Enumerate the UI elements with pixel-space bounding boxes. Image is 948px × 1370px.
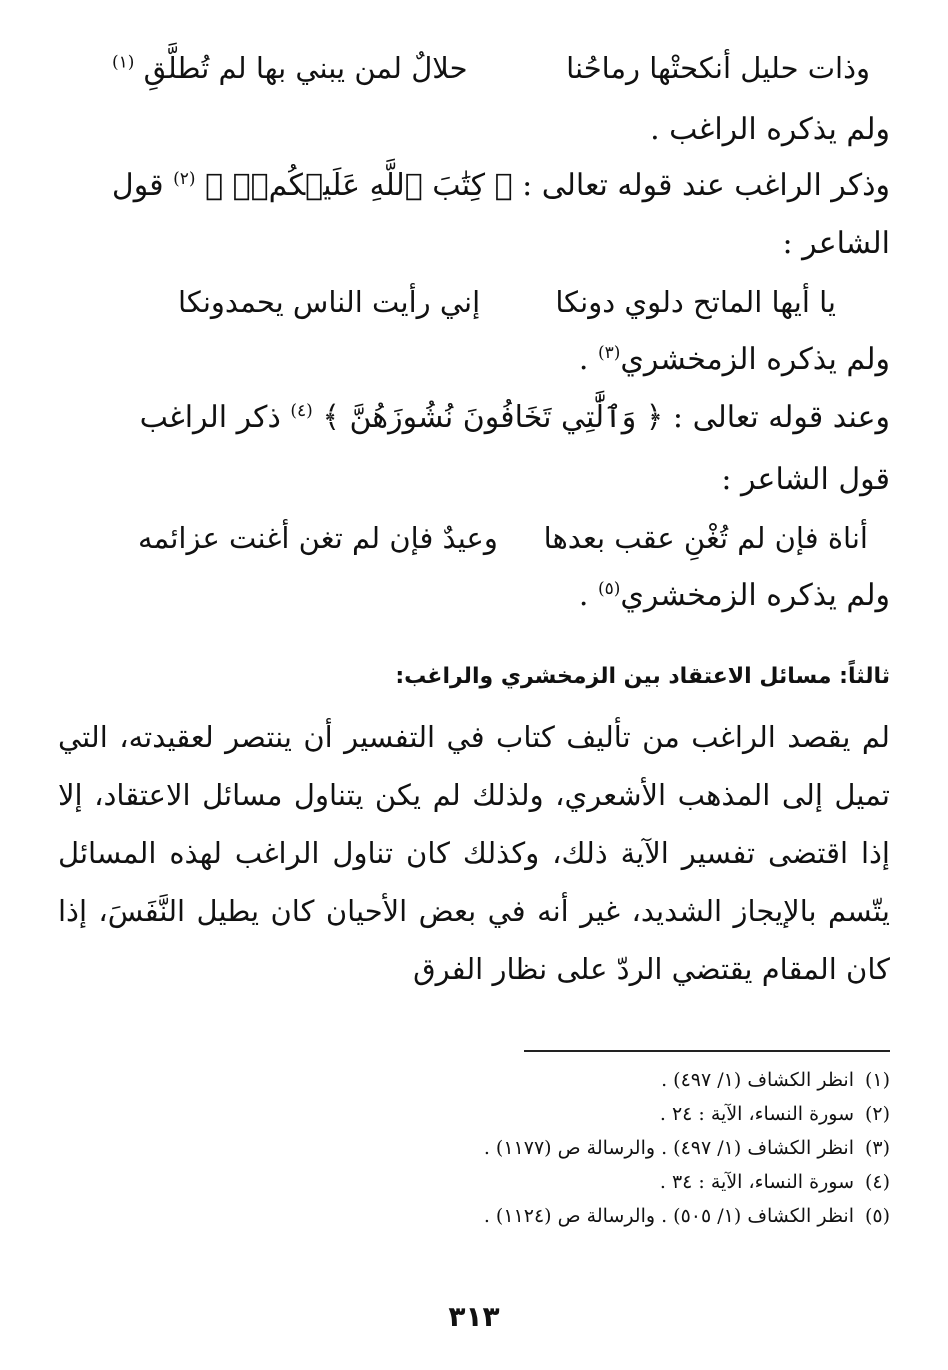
page-number: ٣١٣ bbox=[448, 1300, 500, 1333]
section-heading: ثالثاً: مسائل الاعتقاد بين الزمخشري والراغب: bbox=[395, 664, 890, 689]
text-line-10: ولم يذكره الزمخشري$^{(٥)}$ . bbox=[578, 578, 890, 613]
quran-quote-1: ﴿ كِتَٰبَ ٱللَّهِ عَلَيۡكُمۡۚ ﴾ bbox=[205, 168, 513, 203]
text-line-7: وعند قوله تعالى : ﴿ وَٱلَّٰتِي تَخَافُونَ نُشُوزَهُنَّ ﴾ $^{(٤)}$ ذكر الراغب bbox=[139, 400, 890, 435]
text-line-3: وذكر الراغب عند قوله تعالى : ﴿ كِتَٰبَ ٱللَّهِ عَلَيۡكُمۡۚ ﴾ $^{(٢)}$ قول bbox=[111, 168, 890, 203]
footnote-ref-4[interactable]: (٤) bbox=[290, 401, 313, 421]
verse-3-left-hemistich: وعيدٌ فإن لم تغن أغنت عزائمه bbox=[138, 521, 498, 555]
footnote-ref-3[interactable]: (٣) bbox=[598, 343, 621, 363]
text-line-6: ولم يذكره الزمخشري$^{(٣)}$ . bbox=[578, 342, 890, 377]
text-line-2: ولم يذكره الراغب . bbox=[650, 112, 890, 147]
footnote-divider bbox=[524, 1050, 890, 1052]
footnote-1: (١)انظر الكشاف (١/ ٤٩٧) . bbox=[661, 1069, 890, 1091]
footnote-ref-1[interactable]: (١) bbox=[112, 52, 135, 73]
verse-3-right-hemistich: أناة فإن لم تُغْنِ عقب بعدها bbox=[543, 521, 868, 555]
footnote-2: (٢)سورة النساء، الآية : ٢٤ . bbox=[659, 1103, 890, 1125]
footnote-4: (٤)سورة النساء، الآية : ٣٤ . bbox=[659, 1171, 890, 1193]
footnote-ref-2[interactable]: (٢) bbox=[173, 169, 196, 189]
footnote-5: (٥)انظر الكشاف (١/ ٥٠٥) . والرسالة ص (١١٢٤) . bbox=[483, 1205, 890, 1227]
verse-1-right-hemistich: وذات حليل أنكحتْها رماحُنا bbox=[566, 51, 870, 85]
text-line-4: الشاعر : bbox=[782, 226, 890, 261]
verse-1-left-hemistich: حلالٌ لمن يبني بها لم تُطلَّقِ $^{(١)}$ bbox=[112, 51, 468, 85]
verse-2-right-hemistich: يا أيها الماتح دلوي دونكا bbox=[555, 285, 836, 319]
footnote-ref-5[interactable]: (٥) bbox=[598, 579, 621, 599]
quran-quote-2: ﴿ وَٱلَّٰتِي تَخَافُونَ نُشُوزَهُنَّ ﴾ bbox=[322, 400, 664, 435]
body-paragraph: لم يقصد الراغب من تأليف كتاب في التفسير أن ينتصر لعقيدته، التي تميل إلى المذهب الأشعري، ولذلك لم يكن يتناول مسائل الاعتقاد، إلا إذا اقتضى تفسير الآية ذلك، وكذلك كان تناول الراغب لهذه المسائل يتّسم بالإيجاز الشديد، غير أنه في بعض الأحيان كان يطيل النَّفَسَ، إذا كان المقام يقتضي الردّ على نظار الفرق bbox=[58, 720, 890, 986]
footnote-3: (٣)انظر الكشاف (١/ ٤٩٧) . والرسالة ص (١١٧٧) . bbox=[483, 1137, 890, 1159]
text-line-8: قول الشاعر : bbox=[721, 462, 890, 497]
verse-2-left-hemistich: إني رأيت الناس يحمدونكا bbox=[178, 285, 481, 319]
